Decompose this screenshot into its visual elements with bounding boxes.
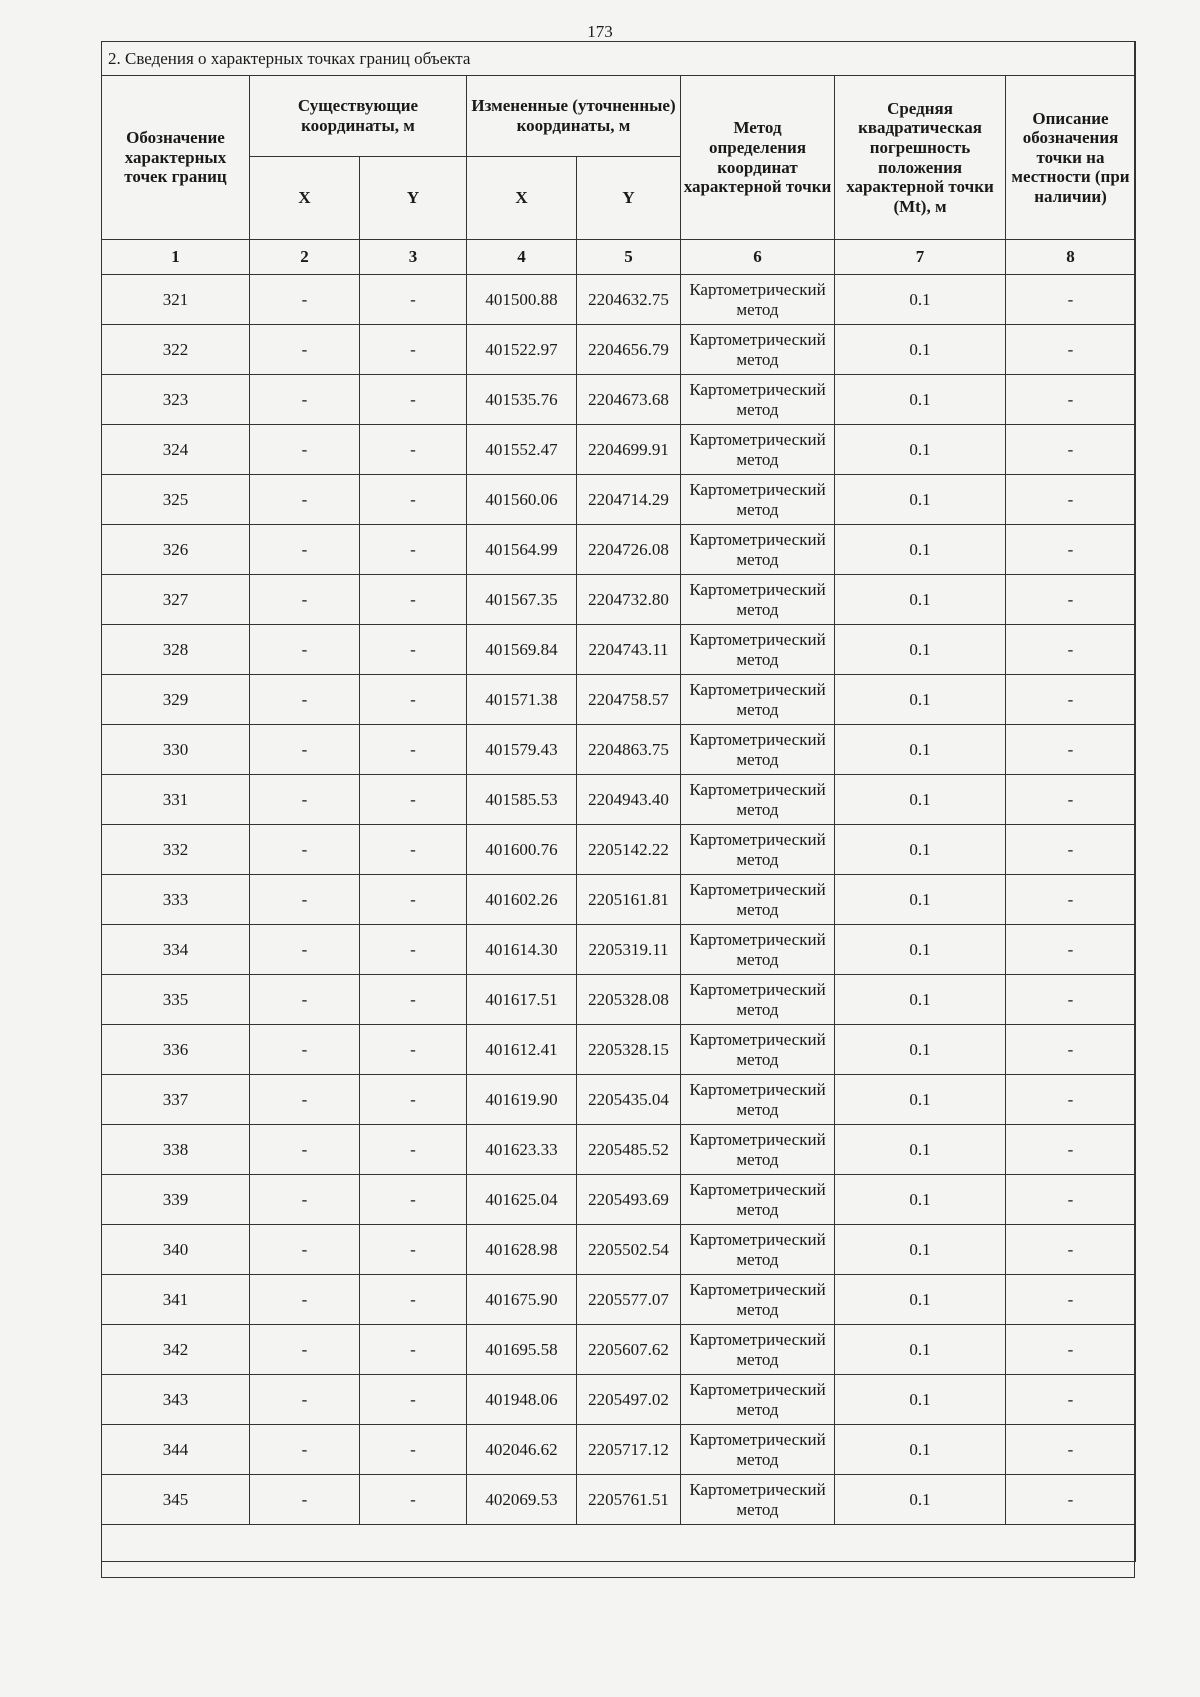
column-number: 1 <box>102 240 250 275</box>
changed-y-cell: 2205328.15 <box>577 1025 681 1075</box>
table-row <box>102 1225 1136 1275</box>
method-cell: Картометрический метод <box>681 425 835 475</box>
changed-y-cell: 2205577.07 <box>577 1275 681 1325</box>
table-row <box>102 575 1136 625</box>
error-cell: 0.1 <box>835 675 1006 725</box>
changed-x-cell: 401625.04 <box>467 1175 577 1225</box>
changed-x-cell: 402046.62 <box>467 1425 577 1475</box>
point-id-cell: 328 <box>102 625 250 675</box>
existing-x-cell: - <box>250 925 360 975</box>
column-number: 6 <box>681 240 835 275</box>
changed-y-cell: 2204863.75 <box>577 725 681 775</box>
error-cell: 0.1 <box>835 775 1006 825</box>
point-id-cell: 327 <box>102 575 250 625</box>
point-id-cell: 338 <box>102 1125 250 1175</box>
point-id-cell: 325 <box>102 475 250 525</box>
description-cell: - <box>1006 375 1136 425</box>
changed-y-cell: 2204758.57 <box>577 675 681 725</box>
existing-y-cell: - <box>360 625 467 675</box>
method-cell: Картометрический метод <box>681 825 835 875</box>
point-id-cell: 329 <box>102 675 250 725</box>
changed-x-cell: 401623.33 <box>467 1125 577 1175</box>
error-cell: 0.1 <box>835 1275 1006 1325</box>
description-cell: - <box>1006 1025 1136 1075</box>
changed-x-cell: 401552.47 <box>467 425 577 475</box>
changed-y-cell: 2205761.51 <box>577 1475 681 1525</box>
description-cell: - <box>1006 325 1136 375</box>
empty-cell <box>102 1525 1136 1562</box>
header-changed: Измененные (уточненные) координаты, м <box>467 76 681 157</box>
changed-x-cell: 401619.90 <box>467 1075 577 1125</box>
table-row <box>102 1425 1136 1475</box>
point-id-cell: 344 <box>102 1425 250 1475</box>
point-id-cell: 337 <box>102 1075 250 1125</box>
existing-x-cell: - <box>250 725 360 775</box>
changed-x-cell: 401500.88 <box>467 275 577 325</box>
existing-x-cell: - <box>250 1425 360 1475</box>
table-row <box>102 1025 1136 1075</box>
table-row <box>102 275 1136 325</box>
changed-y-cell: 2204699.91 <box>577 425 681 475</box>
existing-y-cell: - <box>360 975 467 1025</box>
method-cell: Картометрический метод <box>681 1425 835 1475</box>
table-row <box>102 1075 1136 1125</box>
point-id-cell: 322 <box>102 325 250 375</box>
point-id-cell: 341 <box>102 1275 250 1325</box>
changed-y-cell: 2205493.69 <box>577 1175 681 1225</box>
changed-x-cell: 401564.99 <box>467 525 577 575</box>
error-cell: 0.1 <box>835 525 1006 575</box>
changed-y-cell: 2205142.22 <box>577 825 681 875</box>
table-row <box>102 375 1136 425</box>
boundary-points-table <box>101 41 1136 1562</box>
table-title: 2. Сведения о характерных точках границ объекта <box>102 42 1136 76</box>
column-number: 5 <box>577 240 681 275</box>
header-existing-x: X <box>250 157 360 240</box>
existing-x-cell: - <box>250 825 360 875</box>
existing-x-cell: - <box>250 875 360 925</box>
method-cell: Картометрический метод <box>681 525 835 575</box>
changed-x-cell: 401571.38 <box>467 675 577 725</box>
existing-x-cell: - <box>250 1475 360 1525</box>
empty-row <box>102 1525 1136 1562</box>
existing-x-cell: - <box>250 775 360 825</box>
changed-x-cell: 402069.53 <box>467 1475 577 1525</box>
existing-y-cell: - <box>360 775 467 825</box>
error-cell: 0.1 <box>835 1425 1006 1475</box>
existing-x-cell: - <box>250 325 360 375</box>
changed-y-cell: 2205161.81 <box>577 875 681 925</box>
description-cell: - <box>1006 1475 1136 1525</box>
error-cell: 0.1 <box>835 1125 1006 1175</box>
table-row <box>102 1475 1136 1525</box>
existing-y-cell: - <box>360 1075 467 1125</box>
header-description: Описание обозначения точки на местности (при наличии) <box>1006 76 1136 240</box>
point-id-cell: 336 <box>102 1025 250 1075</box>
point-id-cell: 326 <box>102 525 250 575</box>
table-row <box>102 525 1136 575</box>
point-id-cell: 339 <box>102 1175 250 1225</box>
table-row <box>102 775 1136 825</box>
method-cell: Картометрический метод <box>681 375 835 425</box>
point-id-cell: 345 <box>102 1475 250 1525</box>
changed-y-cell: 2204726.08 <box>577 525 681 575</box>
error-cell: 0.1 <box>835 1025 1006 1075</box>
table-row <box>102 1175 1136 1225</box>
error-cell: 0.1 <box>835 1225 1006 1275</box>
error-cell: 0.1 <box>835 275 1006 325</box>
method-cell: Картометрический метод <box>681 925 835 975</box>
point-id-cell: 343 <box>102 1375 250 1425</box>
description-cell: - <box>1006 275 1136 325</box>
header-error: Средняя квадратическая погрешность положения характерной точки (Mt), м <box>835 76 1006 240</box>
point-id-cell: 334 <box>102 925 250 975</box>
error-cell: 0.1 <box>835 625 1006 675</box>
changed-x-cell: 401612.41 <box>467 1025 577 1075</box>
changed-y-cell: 2205497.02 <box>577 1375 681 1425</box>
existing-x-cell: - <box>250 1025 360 1075</box>
method-cell: Картометрический метод <box>681 1275 835 1325</box>
point-id-cell: 324 <box>102 425 250 475</box>
table-row <box>102 1275 1136 1325</box>
point-id-cell: 342 <box>102 1325 250 1375</box>
description-cell: - <box>1006 425 1136 475</box>
existing-y-cell: - <box>360 1475 467 1525</box>
changed-x-cell: 401600.76 <box>467 825 577 875</box>
description-cell: - <box>1006 475 1136 525</box>
description-cell: - <box>1006 525 1136 575</box>
changed-y-cell: 2205328.08 <box>577 975 681 1025</box>
description-cell: - <box>1006 925 1136 975</box>
changed-x-cell: 401948.06 <box>467 1375 577 1425</box>
description-cell: - <box>1006 1275 1136 1325</box>
existing-y-cell: - <box>360 1425 467 1475</box>
description-cell: - <box>1006 875 1136 925</box>
table-row <box>102 1375 1136 1425</box>
column-number: 4 <box>467 240 577 275</box>
existing-x-cell: - <box>250 1375 360 1425</box>
description-cell: - <box>1006 1175 1136 1225</box>
column-number: 8 <box>1006 240 1136 275</box>
existing-y-cell: - <box>360 1375 467 1425</box>
table-row <box>102 925 1136 975</box>
method-cell: Картометрический метод <box>681 1075 835 1125</box>
existing-x-cell: - <box>250 575 360 625</box>
method-cell: Картометрический метод <box>681 1375 835 1425</box>
existing-y-cell: - <box>360 275 467 325</box>
point-id-cell: 330 <box>102 725 250 775</box>
existing-y-cell: - <box>360 1175 467 1225</box>
description-cell: - <box>1006 1125 1136 1175</box>
method-cell: Картометрический метод <box>681 1225 835 1275</box>
changed-y-cell: 2205502.54 <box>577 1225 681 1275</box>
changed-x-cell: 401617.51 <box>467 975 577 1025</box>
existing-x-cell: - <box>250 625 360 675</box>
changed-x-cell: 401569.84 <box>467 625 577 675</box>
column-number: 7 <box>835 240 1006 275</box>
table-row <box>102 325 1136 375</box>
page-number: 173 <box>587 22 613 41</box>
description-cell: - <box>1006 1375 1136 1425</box>
existing-x-cell: - <box>250 1325 360 1375</box>
existing-y-cell: - <box>360 575 467 625</box>
point-id-cell: 333 <box>102 875 250 925</box>
method-cell: Картометрический метод <box>681 325 835 375</box>
point-id-cell: 340 <box>102 1225 250 1275</box>
point-id-cell: 332 <box>102 825 250 875</box>
error-cell: 0.1 <box>835 925 1006 975</box>
table-row <box>102 675 1136 725</box>
changed-y-cell: 2205435.04 <box>577 1075 681 1125</box>
table-row <box>102 975 1136 1025</box>
changed-y-cell: 2204714.29 <box>577 475 681 525</box>
error-cell: 0.1 <box>835 1375 1006 1425</box>
header-method: Метод определения координат характерной точки <box>681 76 835 240</box>
changed-x-cell: 401585.53 <box>467 775 577 825</box>
existing-x-cell: - <box>250 1075 360 1125</box>
changed-x-cell: 401602.26 <box>467 875 577 925</box>
existing-y-cell: - <box>360 725 467 775</box>
error-cell: 0.1 <box>835 375 1006 425</box>
description-cell: - <box>1006 575 1136 625</box>
existing-x-cell: - <box>250 525 360 575</box>
error-cell: 0.1 <box>835 1325 1006 1375</box>
error-cell: 0.1 <box>835 975 1006 1025</box>
description-cell: - <box>1006 725 1136 775</box>
changed-y-cell: 2204656.79 <box>577 325 681 375</box>
column-number: 2 <box>250 240 360 275</box>
point-id-cell: 331 <box>102 775 250 825</box>
error-cell: 0.1 <box>835 825 1006 875</box>
changed-y-cell: 2205717.12 <box>577 1425 681 1475</box>
table-row <box>102 1125 1136 1175</box>
changed-y-cell: 2204732.80 <box>577 575 681 625</box>
existing-y-cell: - <box>360 425 467 475</box>
existing-y-cell: - <box>360 1275 467 1325</box>
error-cell: 0.1 <box>835 325 1006 375</box>
changed-x-cell: 401560.06 <box>467 475 577 525</box>
method-cell: Картометрический метод <box>681 1325 835 1375</box>
point-id-cell: 321 <box>102 275 250 325</box>
existing-x-cell: - <box>250 975 360 1025</box>
header-designation: Обозначение характерных точек границ <box>102 76 250 240</box>
changed-y-cell: 2204743.11 <box>577 625 681 675</box>
error-cell: 0.1 <box>835 425 1006 475</box>
changed-x-cell: 401614.30 <box>467 925 577 975</box>
method-cell: Картометрический метод <box>681 625 835 675</box>
existing-y-cell: - <box>360 875 467 925</box>
method-cell: Картометрический метод <box>681 725 835 775</box>
header-changed-x: X <box>467 157 577 240</box>
table-row <box>102 425 1136 475</box>
description-cell: - <box>1006 1225 1136 1275</box>
method-cell: Картометрический метод <box>681 475 835 525</box>
existing-x-cell: - <box>250 1175 360 1225</box>
changed-y-cell: 2204673.68 <box>577 375 681 425</box>
table-row <box>102 725 1136 775</box>
changed-x-cell: 401567.35 <box>467 575 577 625</box>
error-cell: 0.1 <box>835 725 1006 775</box>
error-cell: 0.1 <box>835 1075 1006 1125</box>
existing-x-cell: - <box>250 375 360 425</box>
existing-y-cell: - <box>360 475 467 525</box>
changed-x-cell: 401695.58 <box>467 1325 577 1375</box>
point-id-cell: 335 <box>102 975 250 1025</box>
changed-x-cell: 401628.98 <box>467 1225 577 1275</box>
changed-x-cell: 401535.76 <box>467 375 577 425</box>
changed-y-cell: 2204632.75 <box>577 275 681 325</box>
existing-y-cell: - <box>360 325 467 375</box>
existing-x-cell: - <box>250 675 360 725</box>
table-row <box>102 875 1136 925</box>
existing-y-cell: - <box>360 1125 467 1175</box>
existing-x-cell: - <box>250 475 360 525</box>
table-row <box>102 825 1136 875</box>
changed-y-cell: 2205485.52 <box>577 1125 681 1175</box>
description-cell: - <box>1006 1425 1136 1475</box>
method-cell: Картометрический метод <box>681 1475 835 1525</box>
method-cell: Картометрический метод <box>681 1025 835 1075</box>
changed-x-cell: 401522.97 <box>467 325 577 375</box>
existing-y-cell: - <box>360 675 467 725</box>
existing-y-cell: - <box>360 825 467 875</box>
header-existing: Существующие координаты, м <box>250 76 467 157</box>
description-cell: - <box>1006 1075 1136 1125</box>
column-number: 3 <box>360 240 467 275</box>
table-row <box>102 475 1136 525</box>
existing-y-cell: - <box>360 375 467 425</box>
existing-y-cell: - <box>360 525 467 575</box>
changed-x-cell: 401579.43 <box>467 725 577 775</box>
description-cell: - <box>1006 975 1136 1025</box>
method-cell: Картометрический метод <box>681 875 835 925</box>
existing-x-cell: - <box>250 425 360 475</box>
method-cell: Картометрический метод <box>681 775 835 825</box>
changed-y-cell: 2205607.62 <box>577 1325 681 1375</box>
method-cell: Картометрический метод <box>681 975 835 1025</box>
column-numbers-row <box>102 240 1136 275</box>
method-cell: Картометрический метод <box>681 275 835 325</box>
changed-x-cell: 401675.90 <box>467 1275 577 1325</box>
description-cell: - <box>1006 625 1136 675</box>
table-row <box>102 1325 1136 1375</box>
existing-x-cell: - <box>250 1125 360 1175</box>
method-cell: Картометрический метод <box>681 675 835 725</box>
existing-x-cell: - <box>250 1225 360 1275</box>
description-cell: - <box>1006 825 1136 875</box>
table-row <box>102 625 1136 675</box>
method-cell: Картометрический метод <box>681 1175 835 1225</box>
error-cell: 0.1 <box>835 1175 1006 1225</box>
changed-y-cell: 2204943.40 <box>577 775 681 825</box>
existing-y-cell: - <box>360 925 467 975</box>
existing-y-cell: - <box>360 1025 467 1075</box>
changed-y-cell: 2205319.11 <box>577 925 681 975</box>
method-cell: Картометрический метод <box>681 1125 835 1175</box>
header-changed-y: Y <box>577 157 681 240</box>
existing-y-cell: - <box>360 1325 467 1375</box>
existing-x-cell: - <box>250 275 360 325</box>
error-cell: 0.1 <box>835 475 1006 525</box>
description-cell: - <box>1006 675 1136 725</box>
method-cell: Картометрический метод <box>681 575 835 625</box>
point-id-cell: 323 <box>102 375 250 425</box>
error-cell: 0.1 <box>835 875 1006 925</box>
error-cell: 0.1 <box>835 1475 1006 1525</box>
error-cell: 0.1 <box>835 575 1006 625</box>
description-cell: - <box>1006 775 1136 825</box>
header-existing-y: Y <box>360 157 467 240</box>
description-cell: - <box>1006 1325 1136 1375</box>
existing-x-cell: - <box>250 1275 360 1325</box>
existing-y-cell: - <box>360 1225 467 1275</box>
